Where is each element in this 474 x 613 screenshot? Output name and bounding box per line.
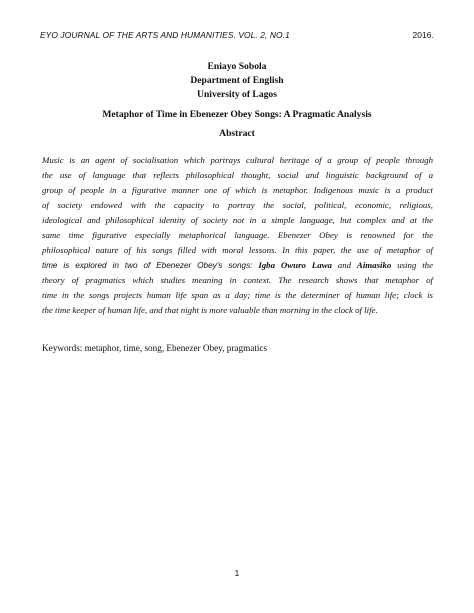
page-number: 1 [234, 568, 240, 578]
abstract-line: philosophical nature of his songs filled with moral lessons. In this paper, the use of metaphor of [42, 245, 433, 256]
abstract-line-songs [42, 258, 433, 273]
abstract-line: the time keeper of human life, and that night is more valuable than morning in the clock of life. [42, 305, 378, 316]
abstract-line: time in the songs projects human life span as a day; time is the determiner of human life; clock is [42, 290, 433, 301]
abstract-line: same time figurative especially metaphorical language. Ebenezer Obey is renowned for the [42, 230, 433, 241]
abstract-line: Music is an agent of socialisation which portrays cultural heritage of a group of people through [42, 155, 433, 165]
abstract-line: ideological and philosophical identity of society not in a simple language, but complex and at the [42, 215, 433, 226]
conjunction: and [337, 260, 352, 271]
publication-year: 2016. [412, 30, 434, 40]
author-institution: University of Lagos [197, 89, 277, 100]
paper-title: Metaphor of Time in Ebenezer Obey Songs: A Pragmatic Analysis [102, 109, 372, 120]
abstract-line-lead: time is explored in two of Ebenezer Obey's songs: [42, 261, 253, 271]
abstract-line: group of people in a figurative manner one of which is metaphor. Indigenous music is a product [42, 185, 433, 196]
author-block [0, 60, 474, 102]
song-title-igba-owuro-lawa: Igba Owuro Lawa [258, 260, 332, 271]
abstract-body [42, 153, 433, 319]
abstract-line: of society endowed with the capacity to portray the social, political, economic, religious, [42, 200, 433, 211]
abstract-heading: Abstract [219, 128, 255, 139]
abstract-line: theory of pragmatics which studies meaning in context. The research shows that metaphor of [42, 275, 433, 286]
abstract-line: the use of language that reflects philosophical thought, social and linguistic background of a [42, 170, 433, 181]
journal-info: EYO JOURNAL OF THE ARTS AND HUMANITIES. VOL. 2, NO.1 [40, 30, 290, 40]
author-name: Eniayo Sobola [207, 61, 267, 72]
author-department: Department of English [190, 75, 284, 86]
abstract-line-tail: using the [397, 260, 434, 271]
song-title-aimasiko: Aimasiko [356, 260, 392, 271]
keywords: Keywords: metaphor, time, song, Ebenezer Obey, pragmatics [42, 343, 268, 353]
running-header [40, 30, 434, 42]
